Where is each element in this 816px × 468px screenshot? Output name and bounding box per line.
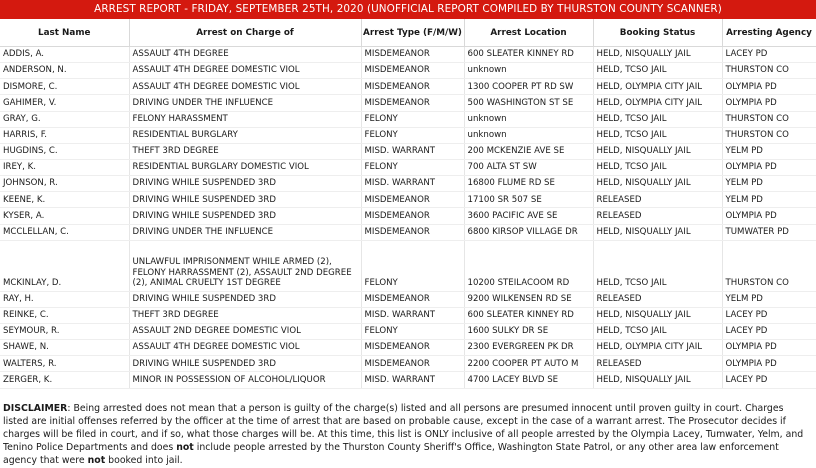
disclaimer-label: DISCLAIMER (3, 403, 68, 414)
table-row (0, 95, 816, 111)
table-row (0, 63, 816, 79)
cell-booking-status: HELD, NISQUALLY JAIL (593, 176, 722, 192)
cell-location: unknown (464, 63, 593, 79)
table-row (0, 208, 816, 224)
cell-agency: THURSTON CO (722, 63, 816, 79)
disclaimer-not-1: not (176, 442, 194, 453)
cell-arrest-type: MISDEMEANOR (361, 291, 464, 307)
cell-last-name: KYSER, A. (0, 208, 129, 224)
cell-last-name: IREY, K. (0, 159, 129, 175)
cell-agency: LACEY PD (722, 307, 816, 323)
cell-agency: OLYMPIA PD (722, 79, 816, 95)
disclaimer-not-2: not (87, 455, 106, 466)
cell-booking-status: HELD, OLYMPIA CITY JAIL (593, 79, 722, 95)
cell-location: 17100 SR 507 SE (464, 192, 593, 208)
cell-arrest-type: FELONY (361, 127, 464, 143)
cell-charge: MINOR IN POSSESSION OF ALCOHOL/LIQUOR (129, 372, 361, 388)
cell-arrest-type: MISDEMEANOR (361, 208, 464, 224)
cell-arrest-type: MISDEMEANOR (361, 63, 464, 79)
cell-last-name: HARRIS, F. (0, 127, 129, 143)
cell-location: 9200 WILKENSEN RD SE (464, 291, 593, 307)
cell-booking-status: HELD, NISQUALLY JAIL (593, 307, 722, 323)
table-row (0, 143, 816, 159)
cell-charge: RESIDENTIAL BURGLARY DOMESTIC VIOL (129, 159, 361, 175)
table-row (0, 111, 816, 127)
cell-charge: ASSAULT 2ND DEGREE DOMESTIC VIOL (129, 323, 361, 339)
cell-location: 4700 LACEY BLVD SE (464, 372, 593, 388)
column-header-location: Arrest Location (464, 19, 593, 47)
cell-charge: DRIVING WHILE SUSPENDED 3RD (129, 356, 361, 372)
cell-last-name: SEYMOUR, R. (0, 323, 129, 339)
cell-location: 600 SLEATER KINNEY RD (464, 307, 593, 323)
cell-booking-status: HELD, TCSO JAIL (593, 240, 722, 291)
disclaimer-text-3: booked into jail. (105, 455, 183, 466)
cell-arrest-type: MISDEMEANOR (361, 47, 464, 63)
cell-location: 16800 FLUME RD SE (464, 176, 593, 192)
cell-charge: DRIVING UNDER THE INFLUENCE (129, 95, 361, 111)
cell-last-name: REINKE, C. (0, 307, 129, 323)
disclaimer-text-1: : Being arrested does not mean that a person is guilty of the charge(s) listed and all persons are presumed innocent until proven guilty in court. Charges listed are initial offenses referred by the officer at the time of arrest that are based on probable cause, except in the case of a warrant arrest. The Prosecutor decides if charges will be filed in court, and if so, what those charges will be. At this time, this list is ONLY inclusive of all people arrested by the Olympia Lacey, Tumwater, Yelm, and Tenino Police Departments and does (3, 403, 804, 453)
cell-agency: OLYMPIA PD (722, 340, 816, 356)
column-header-charge: Arrest on Charge of (129, 19, 361, 47)
cell-booking-status: RELEASED (593, 291, 722, 307)
cell-arrest-type: MISDEMEANOR (361, 224, 464, 240)
cell-agency: YELM PD (722, 291, 816, 307)
cell-charge: ASSAULT 4TH DEGREE DOMESTIC VIOL (129, 79, 361, 95)
cell-location: 6800 KIRSOP VILLAGE DR (464, 224, 593, 240)
cell-booking-status: HELD, TCSO JAIL (593, 111, 722, 127)
table-row (0, 307, 816, 323)
cell-booking-status: HELD, TCSO JAIL (593, 159, 722, 175)
cell-arrest-type: FELONY (361, 323, 464, 339)
cell-agency: LACEY PD (722, 372, 816, 388)
cell-last-name: RAY, H. (0, 291, 129, 307)
table-row (0, 192, 816, 208)
cell-charge: RESIDENTIAL BURGLARY (129, 127, 361, 143)
cell-agency: OLYMPIA PD (722, 356, 816, 372)
cell-booking-status: RELEASED (593, 208, 722, 224)
cell-charge: ASSAULT 4TH DEGREE DOMESTIC VIOL (129, 63, 361, 79)
cell-booking-status: HELD, OLYMPIA CITY JAIL (593, 95, 722, 111)
arrest-table (0, 19, 816, 389)
table-header-row (0, 19, 816, 47)
disclaimer (3, 402, 811, 468)
table-row (0, 159, 816, 175)
cell-last-name: JOHNSON, R. (0, 176, 129, 192)
cell-arrest-type: MISDEMEANOR (361, 95, 464, 111)
cell-last-name: DISMORE, C. (0, 79, 129, 95)
cell-charge: THEFT 3RD DEGREE (129, 307, 361, 323)
cell-arrest-type: FELONY (361, 240, 464, 291)
cell-charge: FELONY HARASSMENT (129, 111, 361, 127)
cell-last-name: WALTERS, R. (0, 356, 129, 372)
cell-charge: ASSAULT 4TH DEGREE DOMESTIC VIOL (129, 340, 361, 356)
cell-charge: THEFT 3RD DEGREE (129, 143, 361, 159)
cell-location: 600 SLEATER KINNEY RD (464, 47, 593, 63)
table-row (0, 79, 816, 95)
cell-arrest-type: MISDEMEANOR (361, 79, 464, 95)
table-row (0, 224, 816, 240)
cell-last-name: GAHIMER, V. (0, 95, 129, 111)
cell-charge: ASSAULT 4TH DEGREE (129, 47, 361, 63)
cell-charge: DRIVING WHILE SUSPENDED 3RD (129, 208, 361, 224)
cell-location: 2300 EVERGREEN PK DR (464, 340, 593, 356)
cell-arrest-type: MISDEMEANOR (361, 192, 464, 208)
cell-agency: OLYMPIA PD (722, 159, 816, 175)
cell-arrest-type: MISD. WARRANT (361, 372, 464, 388)
table-row (0, 127, 816, 143)
cell-last-name: HUGDINS, C. (0, 143, 129, 159)
report-title: ARREST REPORT - FRIDAY, SEPTEMBER 25TH, 2020 (UNOFFICIAL REPORT COMPILED BY THURSTON COUNTY SCANNER) (0, 0, 816, 19)
cell-location: 2200 COOPER PT AUTO M (464, 356, 593, 372)
cell-booking-status: HELD, NISQUALLY JAIL (593, 47, 722, 63)
cell-location: 3600 PACIFIC AVE SE (464, 208, 593, 224)
cell-booking-status: HELD, NISQUALLY JAIL (593, 143, 722, 159)
cell-last-name: ZERGER, K. (0, 372, 129, 388)
cell-arrest-type: MISD. WARRANT (361, 143, 464, 159)
cell-last-name: KEENE, K. (0, 192, 129, 208)
cell-agency: OLYMPIA PD (722, 208, 816, 224)
cell-arrest-type: MISD. WARRANT (361, 307, 464, 323)
cell-agency: OLYMPIA PD (722, 95, 816, 111)
cell-last-name: ADDIS, A. (0, 47, 129, 63)
cell-location: 1300 COOPER PT RD SW (464, 79, 593, 95)
cell-booking-status: HELD, NISQUALLY JAIL (593, 224, 722, 240)
cell-location: 700 ALTA ST SW (464, 159, 593, 175)
table-row (0, 356, 816, 372)
cell-agency: TUMWATER PD (722, 224, 816, 240)
disclaimer-text-2: include people arrested by the Thurston County Sheriff's Office, Washington State Patrol, or any other area law enforcement agency that were (3, 442, 779, 466)
cell-arrest-type: MISD. WARRANT (361, 176, 464, 192)
cell-booking-status: HELD, TCSO JAIL (593, 63, 722, 79)
cell-agency: THURSTON CO (722, 240, 816, 291)
cell-booking-status: RELEASED (593, 356, 722, 372)
cell-location: 10200 STEILACOOM RD (464, 240, 593, 291)
cell-location: 500 WASHINGTON ST SE (464, 95, 593, 111)
cell-agency: LACEY PD (722, 47, 816, 63)
cell-charge: DRIVING WHILE SUSPENDED 3RD (129, 176, 361, 192)
cell-last-name: MCCLELLAN, C. (0, 224, 129, 240)
cell-location: 1600 SULKY DR SE (464, 323, 593, 339)
table-row (0, 323, 816, 339)
column-header-last-name: Last Name (0, 19, 129, 47)
cell-booking-status: HELD, OLYMPIA CITY JAIL (593, 340, 722, 356)
cell-arrest-type: FELONY (361, 111, 464, 127)
cell-last-name: MCKINLAY, D. (0, 240, 129, 291)
table-row (0, 340, 816, 356)
cell-charge: UNLAWFUL IMPRISONMENT WHILE ARMED (2), FELONY HARRASSMENT (2), ASSAULT 2ND DEGREE (2), ANIMAL CRUELTY 1ST DEGREE (129, 240, 361, 291)
cell-last-name: SHAWE, N. (0, 340, 129, 356)
table-row (0, 240, 816, 291)
cell-charge: DRIVING UNDER THE INFLUENCE (129, 224, 361, 240)
table-row (0, 47, 816, 63)
column-header-agency: Arresting Agency (722, 19, 816, 47)
table-row (0, 176, 816, 192)
cell-agency: THURSTON CO (722, 127, 816, 143)
cell-agency: LACEY PD (722, 323, 816, 339)
cell-agency: THURSTON CO (722, 111, 816, 127)
cell-location: unknown (464, 127, 593, 143)
column-header-arrest-type: Arrest Type (F/M/W) (361, 19, 464, 47)
cell-booking-status: HELD, NISQUALLY JAIL (593, 372, 722, 388)
cell-booking-status: HELD, TCSO JAIL (593, 127, 722, 143)
cell-agency: YELM PD (722, 143, 816, 159)
cell-arrest-type: MISDEMEANOR (361, 356, 464, 372)
table-row (0, 291, 816, 307)
cell-arrest-type: FELONY (361, 159, 464, 175)
cell-charge: DRIVING WHILE SUSPENDED 3RD (129, 291, 361, 307)
cell-agency: YELM PD (722, 192, 816, 208)
cell-last-name: GRAY, G. (0, 111, 129, 127)
cell-charge: DRIVING WHILE SUSPENDED 3RD (129, 192, 361, 208)
cell-location: 200 MCKENZIE AVE SE (464, 143, 593, 159)
cell-arrest-type: MISDEMEANOR (361, 340, 464, 356)
cell-booking-status: RELEASED (593, 192, 722, 208)
cell-last-name: ANDERSON, N. (0, 63, 129, 79)
cell-booking-status: HELD, TCSO JAIL (593, 323, 722, 339)
column-header-booking-status: Booking Status (593, 19, 722, 47)
cell-location: unknown (464, 111, 593, 127)
cell-agency: YELM PD (722, 176, 816, 192)
table-row (0, 372, 816, 388)
